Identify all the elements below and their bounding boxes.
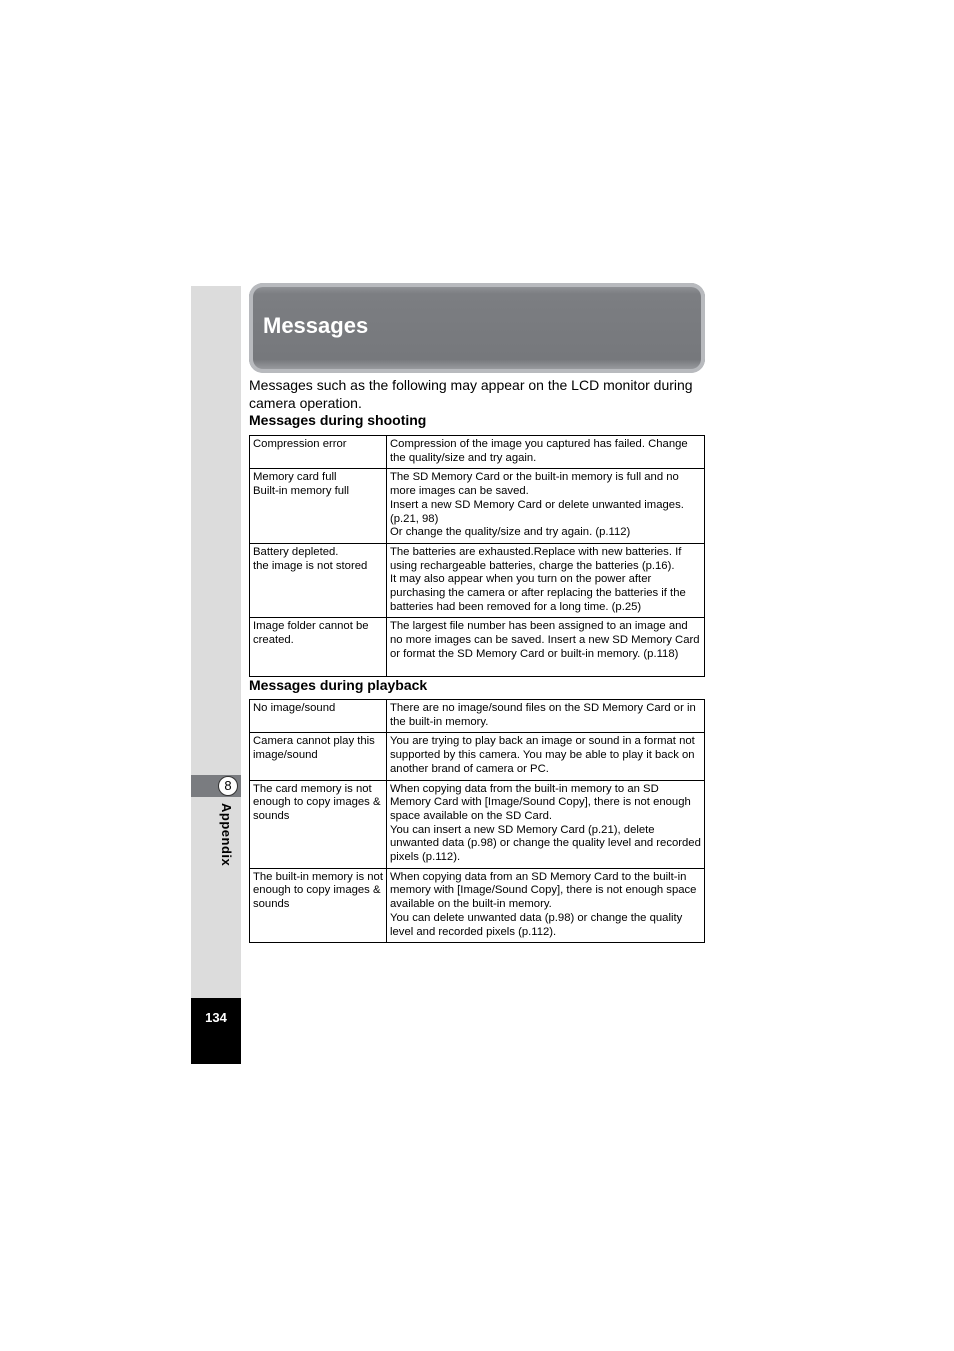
message-name: Memory card full Built-in memory full bbox=[250, 469, 387, 544]
playback-table bbox=[249, 699, 705, 943]
message-description: The batteries are exhausted.Replace with new batteries. If using rechargeable batteries, charge the batteries (p.16). It may also appear when you turn on the power after purchasing the camera or after replacing the batteries if the batteries had been removed for a long time. (p.25) bbox=[387, 543, 705, 618]
message-description: You are trying to play back an image or sound in a format not supported by this camera. You may be able to play it back on another brand of camera or PC. bbox=[387, 733, 705, 780]
message-name: No image/sound bbox=[250, 700, 387, 733]
message-name: The built-in memory is not enough to copy images & sounds bbox=[250, 868, 387, 943]
table-row bbox=[250, 618, 705, 677]
message-name: Camera cannot play this image/sound bbox=[250, 733, 387, 780]
intro-text: Messages such as the following may appear on the LCD monitor during camera operation. bbox=[249, 377, 693, 411]
message-description: When copying data from an SD Memory Card to the built-in memory with [Image/Sound Copy], there is not enough space available on the built-in memory. You can delete unwanted data (p.98) or change the quality level and recorded pixels (p.112). bbox=[387, 868, 705, 943]
chapter-number: 8 bbox=[218, 776, 238, 796]
message-name: The card memory is not enough to copy images & sounds bbox=[250, 780, 387, 868]
shooting-heading: Messages during shooting bbox=[249, 412, 427, 428]
table-row bbox=[250, 733, 705, 780]
chapter-label: Appendix bbox=[219, 803, 234, 867]
table-row bbox=[250, 700, 705, 733]
message-description: The largest file number has been assigned to an image and no more images can be saved. Insert a new SD Memory Card or format the SD Memory Card or built-in memory. (p.118) bbox=[387, 618, 705, 677]
shooting-table bbox=[249, 435, 705, 677]
message-description: When copying data from the built-in memory to an SD Memory Card with [Image/Sound Copy], there is not enough space available on the SD Card. You can insert a new SD Memory Card (p.21), delete unwanted data (p.98) or change the quality level and recorded pixels (p.112). bbox=[387, 780, 705, 868]
side-strip bbox=[191, 286, 241, 1064]
page-title: Messages bbox=[263, 313, 369, 338]
message-name: Image folder cannot be created. bbox=[250, 618, 387, 677]
message-description: There are no image/sound files on the SD Memory Card or in the built-in memory. bbox=[387, 700, 705, 733]
table-row bbox=[250, 436, 705, 469]
table-row bbox=[250, 469, 705, 544]
message-name: Compression error bbox=[250, 436, 387, 469]
message-description: Compression of the image you captured has failed. Change the quality/size and try again. bbox=[387, 436, 705, 469]
table-row bbox=[250, 868, 705, 943]
message-name: Battery depleted. the image is not stored bbox=[250, 543, 387, 618]
message-description: The SD Memory Card or the built-in memory is full and no more images can be saved. Insert a new SD Memory Card or delete unwanted images. (p.21, 98) Or change the quality/size and try again. (p.112) bbox=[387, 469, 705, 544]
table-row bbox=[250, 780, 705, 868]
table-row bbox=[250, 543, 705, 618]
page-number: 134 bbox=[205, 1010, 227, 1025]
page-number-block bbox=[191, 998, 241, 1064]
title-banner bbox=[249, 283, 705, 373]
playback-heading: Messages during playback bbox=[249, 677, 428, 693]
